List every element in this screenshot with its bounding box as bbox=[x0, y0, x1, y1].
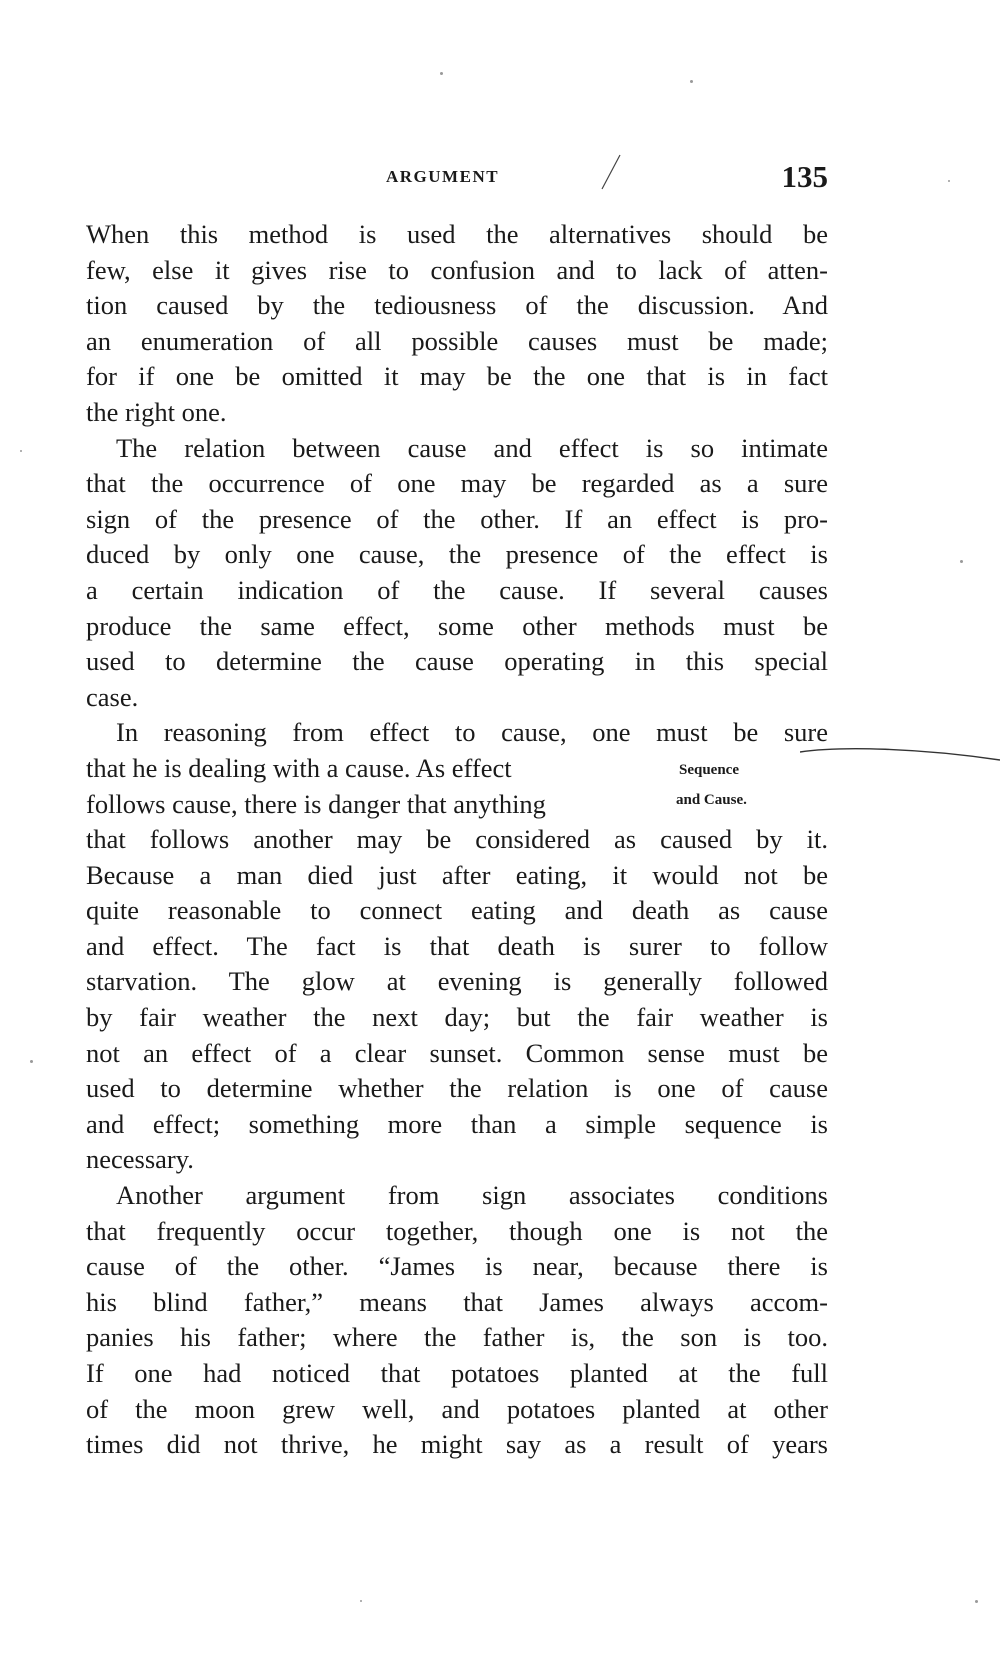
text-line: an enumeration of all possible causes must be made; bbox=[86, 325, 828, 356]
text-line: follows cause, there is danger that anything bbox=[86, 788, 546, 819]
text-line: tion caused by the tediousness of the discussion. And bbox=[86, 290, 828, 321]
text-line: produce the same effect, some other methods must be bbox=[86, 610, 828, 641]
scan-speck bbox=[360, 1600, 362, 1602]
text-line: that the occurrence of one may be regarded as a sure bbox=[86, 468, 828, 499]
text-line: duced by only one cause, the presence of the effect is bbox=[86, 539, 828, 570]
text-line: case. bbox=[86, 681, 139, 712]
marginal-note bbox=[676, 755, 747, 815]
text-line: quite reasonable to connect eating and death as cause bbox=[86, 895, 828, 926]
text-line: In reasoning from effect to cause, one must be sure bbox=[116, 717, 828, 748]
marginal-note-line: and Cause. bbox=[676, 792, 747, 808]
text-line: used to determine the cause operating in this special bbox=[86, 646, 828, 677]
text-line: necessary. bbox=[86, 1144, 194, 1175]
running-header bbox=[86, 159, 828, 205]
text-line: of the moon grew well, and potatoes planted at other bbox=[86, 1393, 828, 1424]
text-line: panies his father; where the father is, the son is too. bbox=[86, 1322, 828, 1353]
text-line: cause of the other. “James is near, because there is bbox=[86, 1251, 828, 1282]
text-line: times did not thrive, he might say as a result of years bbox=[86, 1429, 828, 1460]
text-line: few, else it gives rise to confusion and to lack of atten- bbox=[86, 254, 828, 285]
scan-speck bbox=[20, 450, 22, 452]
scan-speck bbox=[960, 560, 963, 563]
text-line: that follows another may be considered as caused by it. bbox=[86, 824, 828, 855]
text-line: his blind father,” means that James always accom- bbox=[86, 1286, 828, 1317]
text-line: If one had noticed that potatoes planted at the full bbox=[86, 1358, 828, 1388]
text-line: and effect; something more than a simple sequence is bbox=[86, 1108, 828, 1139]
scan-speck bbox=[440, 72, 443, 75]
pencil-mark-icon bbox=[596, 153, 626, 193]
page-body bbox=[86, 217, 828, 1463]
text-line: and effect. The fact is that death is surer to follow bbox=[86, 930, 828, 961]
text-line: the right one. bbox=[86, 396, 227, 427]
text-line: not an effect of a clear sunset. Common sense must be bbox=[86, 1037, 828, 1068]
scan-speck bbox=[690, 80, 693, 83]
text-line: that frequently occur together, though one is not the bbox=[86, 1215, 828, 1246]
text-line: starvation. The glow at evening is generally followed bbox=[86, 966, 828, 997]
text-line: When this method is used the alternatives should be bbox=[86, 219, 828, 249]
scan-speck bbox=[948, 180, 950, 182]
text-line: The relation between cause and effect is so intimate bbox=[116, 432, 828, 463]
scan-speck bbox=[30, 1060, 33, 1063]
page-number: 135 bbox=[781, 159, 828, 194]
text-line: used to determine whether the relation is one of cause bbox=[86, 1073, 828, 1104]
text-line: by fair weather the next day; but the fair weather is bbox=[86, 1002, 828, 1033]
text-line: that he is dealing with a cause. As effect bbox=[86, 752, 512, 783]
annotation-stroke-icon bbox=[800, 742, 1000, 782]
text-line: a certain indication of the cause. If several causes bbox=[86, 574, 828, 605]
text-line: sign of the presence of the other. If an effect is pro- bbox=[86, 503, 828, 534]
text-line: for if one be omitted it may be the one that is in fact bbox=[86, 361, 828, 392]
marginal-note-line: Sequence bbox=[679, 762, 739, 778]
scan-speck bbox=[975, 1600, 978, 1603]
text-line: Because a man died just after eating, it would not be bbox=[86, 859, 828, 890]
running-title: ARGUMENT bbox=[386, 167, 500, 186]
text-line: Another argument from sign associates conditions bbox=[116, 1180, 828, 1211]
